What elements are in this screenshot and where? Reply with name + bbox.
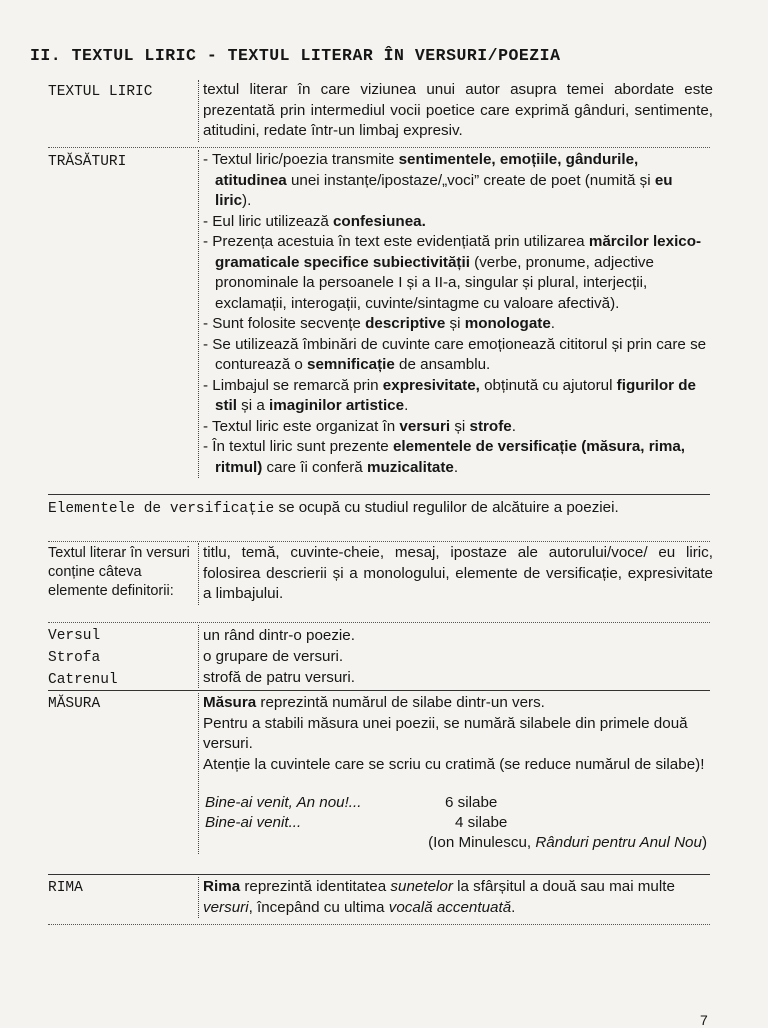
trasatura-item: - Sunt folosite secvențe descriptive și monologate. — [203, 315, 556, 332]
example-line: Bine-ai venit... 4 silabe — [205, 814, 508, 831]
page-number: 7 — [700, 1012, 708, 1028]
section-title: II. TEXTUL LIRIC - TEXTUL LITERAR ÎN VERSURI/POEZIA — [30, 46, 561, 65]
label-textul-liric: TEXTUL LIRIC — [48, 84, 153, 100]
label-versul: Versul — [48, 628, 101, 644]
trasatura-item: - Textul liric/poezia transmite sentimentele, emoțiile, gândurile, atitudinea unei instanțe/ipostaze/„voci” create de poet (numită și eu liric). — [203, 151, 673, 209]
label-masura: MĂSURA — [48, 696, 101, 712]
trasaturi-list — [198, 150, 713, 478]
label-rima: RIMA — [48, 880, 83, 896]
versul-def: un rând dintr-o poezie. — [203, 627, 355, 644]
definition-textul-liric: textul literar în care viziunea unui autor asupra temei abordate este prezentată prin intermediul vocii poetice care exprimă gânduri, sentimente, atitudini, redate într-un limbaj expresiv. — [198, 80, 713, 142]
divider — [48, 874, 710, 875]
trasatura-item: - Prezența acestuia în text este evidențiată prin utilizarea mărcilor lexico-gramaticale specifice subiectivității (verbe, pronume, adjective pronominale la persoanele I și a II-a, singular și plural, interjecții, exclamații, interogații, cuvinte/sintagme cu valoare afectivă). — [203, 233, 702, 312]
trasatura-item: - În textul liric sunt prezente elementele de versificație (măsura, rima, ritmul) care îi conferă muzicalitate. — [203, 438, 686, 476]
divider — [48, 147, 710, 148]
masura-content: Măsura reprezintă numărul de silabe dintr-un vers. Pentru a stabili măsura unei poezii, se numără silabele din primele două versuri. Atenție la cuvintele care se scriu cu cratimă (se reduce numărul de silabe)! Bine-ai venit, An nou!... 6 silabe Bine-ai venit... 4 silabe (Ion Minulescu, Rânduri pentru Anul Nou) — [198, 693, 713, 854]
divider — [48, 494, 710, 495]
strofa-def: o grupare de versuri. — [203, 648, 344, 665]
vers-strofa-defs — [198, 625, 713, 688]
divider — [48, 924, 710, 925]
divider — [48, 690, 710, 691]
label-strofa: Strofa — [48, 650, 101, 666]
label-trasaturi: TRĂSĂTURI — [48, 154, 127, 170]
trasatura-item: - Textul liric este organizat în versuri și strofe. — [203, 417, 516, 435]
trasatura-item: - Limbajul se remarcă prin expresivitate, obținută cu ajutorul figurilor de stil și a imaginilor artistice. — [203, 376, 696, 414]
divider — [48, 541, 710, 542]
label-catrenul: Catrenul — [48, 672, 118, 688]
trasatura-item: - Se utilizează îmbinări de cuvinte care emoționează cititorul și prin care se conturează o semnificație de ansamblu. — [203, 335, 707, 373]
trasatura-item: - Eul liric utilizează confesiunea. — [203, 212, 426, 230]
label-definitorii: Textul literar în versuri conține câteva elemente definitorii: — [48, 545, 190, 599]
catrenul-def: strofă de patru versuri. — [203, 669, 355, 686]
example-line: Bine-ai venit, An nou!... 6 silabe — [205, 794, 498, 811]
rima-definition: Rima reprezintă identitatea sunetelor la sfârșitul a două sau mai multe versuri, începând cu ultima vocală accentuată. — [198, 877, 713, 918]
elementele-versificatie: Elementele de versificație se ocupă cu studiul regulilor de alcătuire a poeziei. — [48, 499, 619, 517]
example-source: (Ion Minulescu, Rânduri pentru Anul Nou) — [428, 834, 707, 851]
definitorii-text: titlu, temă, cuvinte-cheie, mesaj, ipostaze ale autorului/voce/ eu liric, folosirea descrierii și a monologului, elemente de versificație, expresivitate a limbajului. — [198, 543, 713, 605]
divider — [48, 622, 710, 623]
